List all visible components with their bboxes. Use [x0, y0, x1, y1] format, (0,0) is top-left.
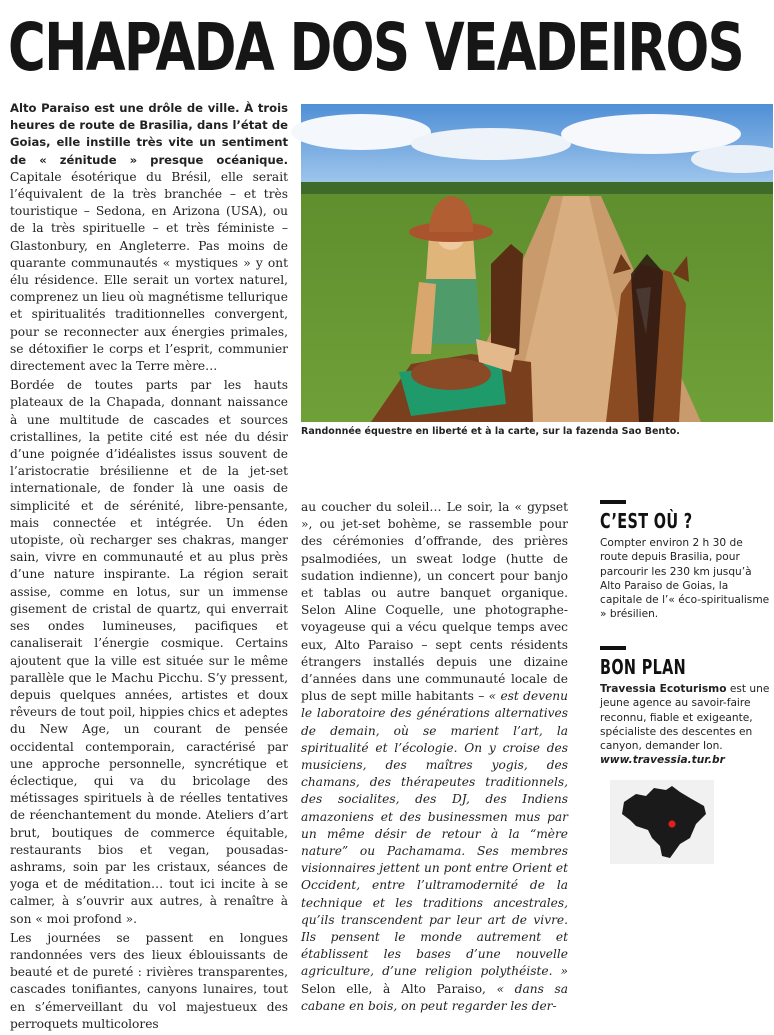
- agency-name: Travessia Ecoturismo: [600, 683, 727, 695]
- photo-caption: Randonnée équestre en liberté et à la carte, sur la fazenda Sao Bento.: [301, 426, 680, 437]
- brazil-map-shape: [610, 780, 714, 864]
- sidebar-title-good-deal: BON PLAN: [600, 655, 687, 679]
- sidebar-text-good-deal: [600, 682, 770, 768]
- page-title: CHAPADA DOS VEADEIROS: [8, 9, 744, 86]
- paragraph-text: Selon elle, à Alto Paraiso,: [301, 981, 497, 996]
- article-paragraph: Les journées se passent en longues randonnées vers des lieux éblouissants de beauté et de pureté : rivières transparentes, cascades tonifiantes, canyons lunaires, tout en s’émerveillant du vol majestueux des perroquets multicolores: [10, 930, 288, 1031]
- agency-description: est une jeune agence au savoir-faire reconnu, fiable et exigeante, spécialiste des descentes en canyon, demander Ion.: [600, 683, 770, 753]
- horse-riding-photo: [301, 104, 773, 422]
- article-column-2: [301, 499, 568, 1017]
- brazil-map-icon: [610, 780, 714, 864]
- sidebar-where: [600, 500, 770, 622]
- lead-text: Alto Paraiso est une drôle de ville. À trois heures de route de Brasilia, dans l’état de Goias, elle instille très vite un sentiment de « zénitude » presque océanique.: [10, 101, 288, 167]
- horse-riding-illustration: [301, 104, 773, 422]
- quote-text: « dans sa cabane en bois, on peut regarder les der-: [301, 981, 569, 1013]
- paragraph-text: Capitale ésotérique du Brésil, elle serait l’équivalent de la très branchée – et très touristique – Sedona, en Arizona (USA), ou de la très spirituelle – et très féministe – Glastonbury, en Angleterre. Pas moins de quarante communautés « mystiques » y ont élu résidence. Elle serait un vortex naturel, comprenez un lieu où magnétisme tellurique et spiritualités traditionnelles convergent, pour se reconnecter aux énergies primales, se détoxifier le corps et l’esprit, communier directement avec la Terre mère…: [10, 169, 288, 374]
- article-paragraph: [10, 100, 288, 375]
- sidebar-good-deal: [600, 646, 770, 768]
- divider: [600, 500, 626, 504]
- article-paragraph: Bordée de toutes parts par les hauts plateaux de la Chapada, donnant naissance à une multitude de cascades et sources cristallines, la petite cité est née du désir d’une poignée d’idéalistes issus souvent de l’aristocratie brésilienne et de la jet-set internationale, de fonder là une oasis de simplicité et de sérénité, libre-pensante, mais connectée et intégrée. Un éden utopiste, où recharger ses chakras, manger sain, vivre en communauté et au plus près d’une nature inspirante. La région serait assise, comme en lotus, sur un immense gisement de cristal de quartz, qui enverrait ses ondes lumineuses, pacifiques et canaliserait l’énergie cosmique. Certains ajoutent que la ville est située sur le même parallèle que le Machu Picchu. S’y pressent, depuis quelques années, artistes et doux rêveurs de tout poil, hippies chics et adeptes du New Age, un courant de pensée occidental contemporain, caractérisé par une approche personnelle, syncrétique et éclectique, qui va du bricolage des métissages spirituels à de réelles tentatives de réenchantement du monde. Ateliers d’art brut, boutiques de commerce équitable, restaurants bios et vegan, pousadas-ashrams, soin par les cristaux, séances de yoga et de méditation… tout ici incite à se calmer, à s’ouvrir aux autres, à renaître à son « moi profond ».: [10, 378, 288, 926]
- agency-url: www.travessia.tur.br: [600, 754, 725, 767]
- article-column-1: [10, 100, 288, 1035]
- article-paragraph: [301, 499, 568, 1015]
- quote-text: « est devenu le laboratoire des générations alternatives de demain, où se marient l’art, la spiritualité et l’écologie. On y croise des musiciens, des maîtres yogis, des chamans, des thérapeutes traditionnels, des socialites, des DJ, des Indiens amazoniens et des businessmen mus par un même désir de retour à la “mère nature” ou Pachamama. Ses membres visionnaires jettent un pont entre Orient et Occident, entre l’ultramodernité de la technique et les traditions ancestrales, qu’ils transcendent par leur art de vivre. Ils pensent le monde autrement et établissent les bases d’une nouvelle agriculture, d’une religion polythéiste. »: [301, 689, 568, 979]
- sidebar-text-where: Compter environ 2 h 30 de route depuis Brasilia, pour parcourir les 230 km jusqu’à Alto Paraiso de Goias, la capitale de l’« éco-spiritualisme » brésilien.: [600, 537, 770, 621]
- paragraph-text: au coucher du soleil… Le soir, la « gypset », ou jet-set bohème, se rassemble pour des cérémonies d’offrande, des prières psalmodiées, un sweat lodge (hutte de sudation indienne), un concert pour banjo et tablas ou autre banquet organique. Selon Aline Coquelle, une photographe-voyageuse qui a vécu quelque temps avec eux, Alto Paraiso – sept cents résidents étrangers installés depuis une dizaine d’années dans une communauté locale de plus de sept mille habitants –: [301, 500, 568, 704]
- sidebar-title-where: C’EST OÙ ?: [600, 509, 693, 533]
- divider: [600, 646, 626, 650]
